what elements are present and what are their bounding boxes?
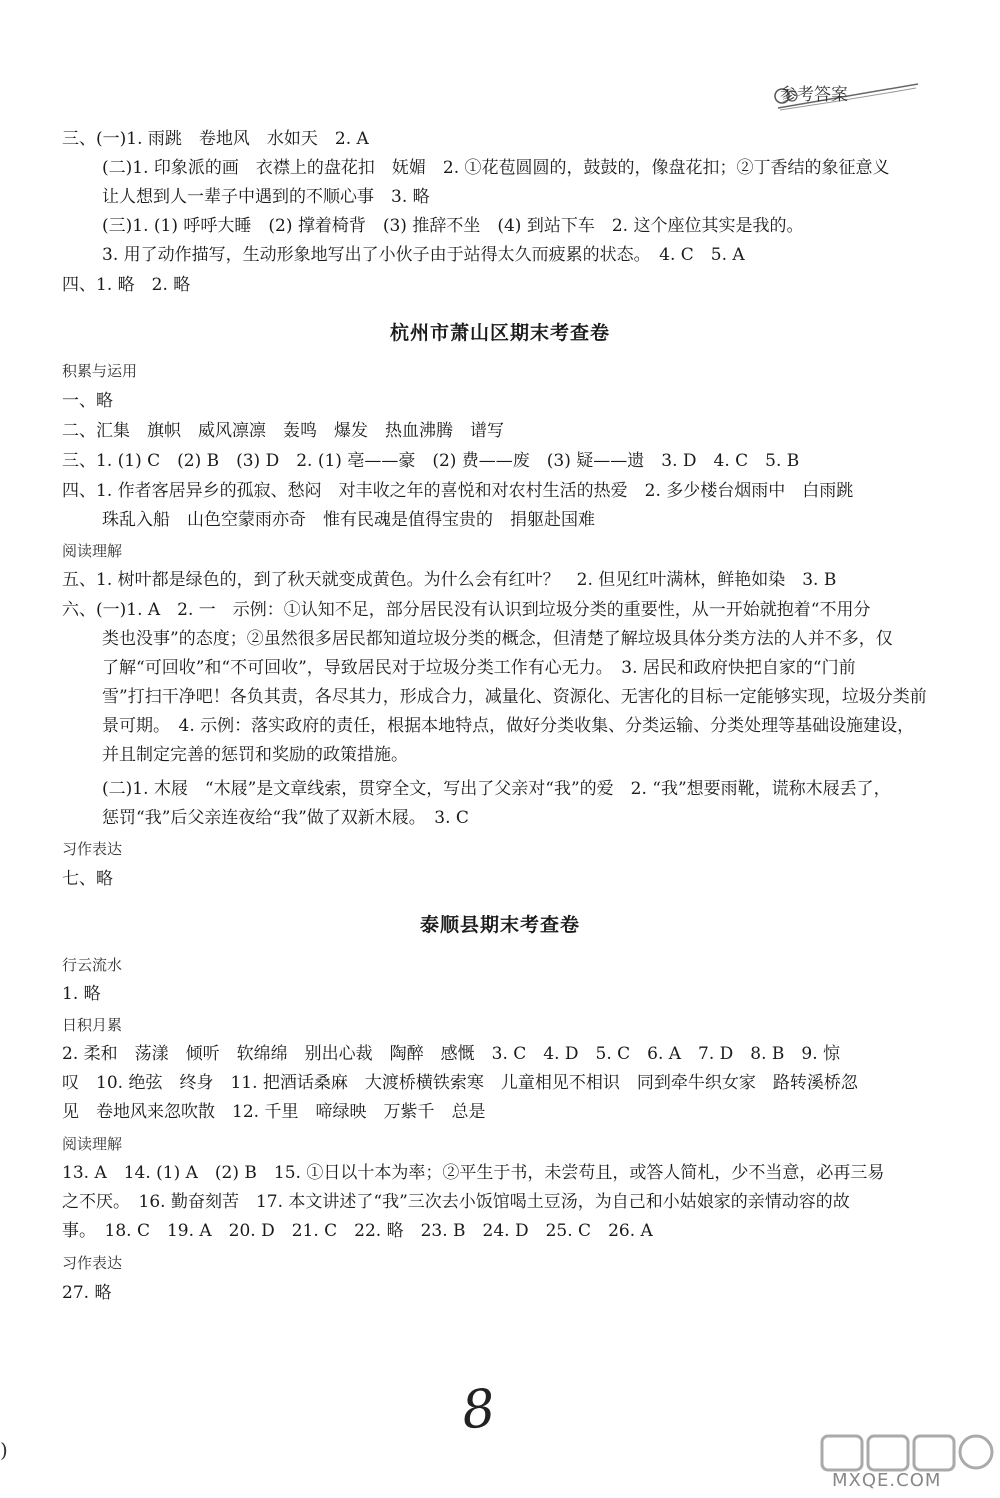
page-number: 8 bbox=[458, 1378, 499, 1442]
answer-line: 景可期。 4. 示例：落实政府的责任，根据本地特点，做好分类收集、分类运输、分类处理等基础设施建设， bbox=[102, 716, 915, 736]
answer-line: 让人想到人一辈子中遇到的不顺心事 3. 略 bbox=[102, 187, 430, 207]
answer-line: 了解“可回收”和“不可回收”，导致居民对于垃圾分类工作有心无力。 3. 居民和政府快把自家的“门前 bbox=[102, 658, 856, 678]
edge-mark: ) bbox=[0, 1438, 8, 1462]
answer-line: 六、(一)1. A 2. 一 示例：①认知不足，部分居民没有认识到垃圾分类的重要性，从一开始就抱着“不用分 bbox=[62, 600, 871, 620]
answer-line: 七、略 bbox=[62, 869, 113, 889]
subsection-label: 阅读理解 bbox=[62, 542, 123, 560]
answer-line: 一、略 bbox=[62, 391, 113, 411]
answer-line: 事。 18. C 19. A 20. D 21. C 22. 略 23. B 24. D 25. C 26. A bbox=[62, 1221, 653, 1241]
answer-line: 类也没事”的态度；②虽然很多居民都知道垃圾分类的概念，但清楚了解垃圾具体分类方法的人并不多，仅 bbox=[102, 629, 893, 649]
answer-line: 二、汇集 旗帜 威风凛凛 轰鸣 爆发 热血沸腾 谱写 bbox=[62, 421, 504, 441]
section-title: 泰顺县期末考查卷 bbox=[419, 914, 580, 936]
subsection-label: 习作表达 bbox=[62, 1254, 123, 1272]
answer-line: 并且制定完善的惩罚和奖励的政策措施。 bbox=[102, 745, 408, 765]
answer-line: (二)1. 木屐 “木屐”是文章线索，贯穿全文，写出了父亲对“我”的爱 2. “我”想要雨靴，谎称木屐丢了， bbox=[102, 779, 891, 799]
answer-line: 四、1. 作者客居异乡的孤寂、愁闷 对丰收之年的喜悦和对农村生活的热爱 2. 多少楼台烟雨中 白雨跳 bbox=[62, 481, 854, 501]
answer-line: 雪”打扫干净吧！各负其责，各尽其力，形成合力，减量化、资源化、无害化的目标一定能够实现，垃圾分类前 bbox=[102, 687, 927, 707]
answer-line: 27. 略 bbox=[62, 1283, 112, 1303]
answer-line: 之不厌。 16. 勤奋刻苦 17. 本文讲述了“我”三次去小饭馆喝土豆汤，为自己和小姑娘家的亲情动容的故 bbox=[62, 1192, 850, 1212]
answer-line: (二)1. 印象派的画 衣襟上的盘花扣 妩媚 2. ①花苞圆圆的，鼓鼓的，像盘花扣；②丁香结的象征意义 bbox=[102, 158, 890, 178]
answer-line: (三)1. (1) 呼呼大睡 (2) 撑着椅背 (3) 推辞不坐 (4) 到站下车 2. 这个座位其实是我的。 bbox=[102, 216, 804, 236]
answer-line: 1. 略 bbox=[62, 984, 101, 1004]
subsection-label: 行云流水 bbox=[62, 956, 123, 974]
subsection-label: 日积月累 bbox=[62, 1016, 123, 1034]
answer-line: 2. 柔和 荡漾 倾听 软绵绵 别出心裁 陶醉 感慨 3. C 4. D 5. C 6. A 7. D 8. B 9. 惊 bbox=[62, 1044, 841, 1064]
watermark-text: MXQE.COM bbox=[832, 1470, 942, 1491]
subsection-label: 习作表达 bbox=[62, 840, 123, 858]
answer-line: 三、1. (1) C (2) B (3) D 2. (1) 亳——豪 (2) 费——废 (3) 疑——遗 3. D 4. C 5. B bbox=[62, 451, 800, 471]
answer-line: 珠乱入船 山色空蒙雨亦奇 惟有民魂是值得宝贵的 捐躯赴国难 bbox=[102, 510, 595, 530]
answer-line: 四、1. 略 2. 略 bbox=[62, 275, 191, 295]
subsection-label: 积累与运用 bbox=[62, 362, 138, 380]
section-title: 杭州市萧山区期末考查卷 bbox=[389, 322, 610, 344]
answer-line: 见 卷地风来忽吹散 12. 千里 啼绿映 万紫千 总是 bbox=[62, 1102, 486, 1122]
answer-line: 惩罚“我”后父亲连夜给“我”做了双新木屐。 3. C bbox=[102, 808, 469, 828]
answer-line: 三、(一)1. 雨跳 卷地风 水如天 2. A bbox=[62, 129, 369, 149]
header-tag: 参考答案 bbox=[780, 85, 848, 105]
answer-line: 13. A 14. (1) A (2) B 15. ①日以十本为率；②平生于书，未尝苟且，或答人简札，少不当意，必再三易 bbox=[62, 1163, 885, 1183]
answer-line: 五、1. 树叶都是绿色的，到了秋天就变成黄色。为什么会有红叶？ 2. 但见红叶满林，鲜艳如染 3. B bbox=[62, 570, 837, 590]
answer-line: 叹 10. 绝弦 终身 11. 把酒话桑麻 大渡桥横铁索寒 儿童相见不相识 同到牵牛织女家 路转溪桥忽 bbox=[62, 1073, 858, 1093]
subsection-label: 阅读理解 bbox=[62, 1135, 123, 1153]
answer-line: 3. 用了动作描写，生动形象地写出了小伙子由于站得太久而疲累的状态。 4. C 5. A bbox=[102, 245, 745, 265]
